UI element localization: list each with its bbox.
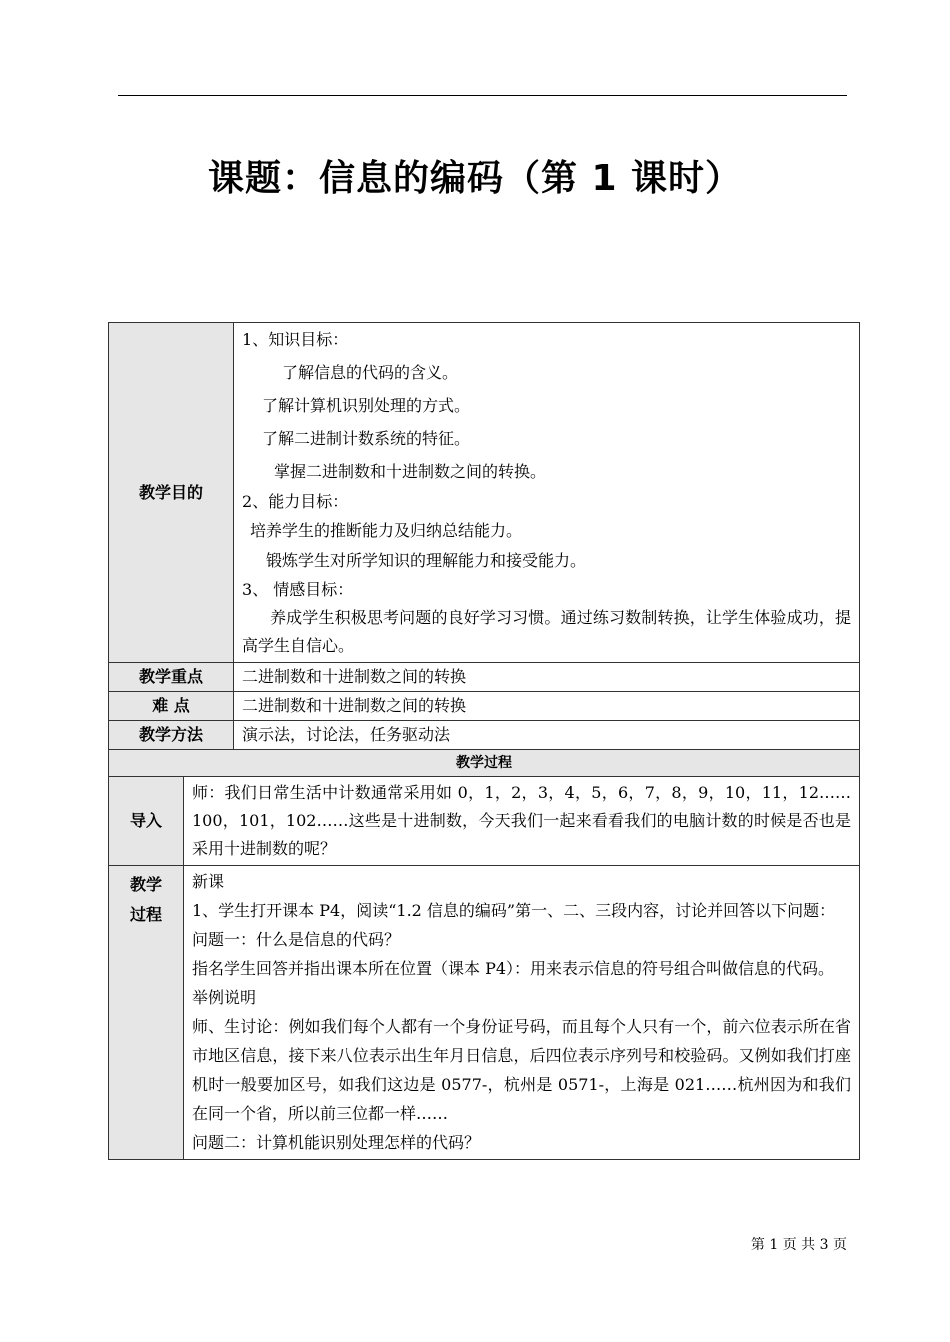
objective-line: 3、 情感目标： xyxy=(242,580,354,599)
objectives-content xyxy=(234,323,860,663)
objective-line: 培养学生的推断能力及归纳总结能力。 xyxy=(250,521,523,540)
process-paragraph: 问题二：计算机能识别处理怎样的代码？ xyxy=(192,1133,481,1152)
methods-label: 教学方法 xyxy=(109,721,234,750)
objective-line: 1、知识目标： xyxy=(242,330,349,349)
objective-line: 养成学生积极思考问题的良好学习习惯。通过练习数制转换，让学生体验成功，提高学生自信心。 xyxy=(242,608,852,655)
process-paragraph: 问题一：什么是信息的代码？ xyxy=(192,930,401,949)
objectives-label: 教学目的 xyxy=(109,323,234,663)
objective-line: 掌握二进制数和十进制数之间的转换。 xyxy=(274,462,547,481)
process-row xyxy=(109,866,860,1160)
page-title: 课题：信息的编码（第 1 课时） xyxy=(207,158,743,199)
objective-line: 2、能力目标： xyxy=(242,492,349,511)
objective-line: 了解信息的代码的含义。 xyxy=(282,363,459,382)
methods-value: 演示法，讨论法，任务驱动法 xyxy=(234,721,860,750)
process-paragraph: 举例说明 xyxy=(192,988,257,1007)
difficulty-row xyxy=(109,692,860,721)
intro-row xyxy=(109,777,860,866)
process-label-line: 过程 xyxy=(129,905,162,924)
process-paragraph: 1、学生打开课本 P4，阅读“1.2 信息的编码”第一、二、三段内容，讨论并回答以下问题： xyxy=(192,901,836,920)
key-points-label: 教学重点 xyxy=(109,663,234,692)
difficulty-label: 难 点 xyxy=(109,692,234,721)
key-points-value: 二进制数和十进制数之间的转换 xyxy=(234,663,860,692)
process-header-row xyxy=(109,750,860,777)
objective-line: 了解二进制计数系统的特征。 xyxy=(262,429,471,448)
objective-line: 了解计算机识别处理的方式。 xyxy=(262,396,471,415)
objectives-row xyxy=(109,323,860,663)
intro-label: 导入 xyxy=(109,777,184,866)
header-rule xyxy=(118,95,847,96)
lesson-table xyxy=(108,322,860,1160)
objective-line: 锻炼学生对所学知识的理解能力和接受能力。 xyxy=(266,551,587,570)
process-paragraph: 师、生讨论：例如我们每个人都有一个身份证号码，而且每个人只有一个，前六位表示所在省市地区信息，接下来八位表示出生年月日信息，后四位表示序列号和校验码。又例如我们打座机时一般要加区号，如我们这边是 0577-，杭州是 0571-，上海是 021……杭州因为和我们在同一个省，所以前三位都一样…… xyxy=(192,1017,852,1123)
process-paragraph: 指名学生回答并指出课本所在位置（课本 P4）：用来表示信息的符号组合叫做信息的代码。 xyxy=(192,959,835,978)
intro-text: 师：我们日常生活中计数通常采用如 0，1，2，3，4，5，6，7，8，9，10，11，12……100，101，102……这些是十进制数，今天我们一起来看看我们的电脑计数的时候是否也是采用十进制数的呢？ xyxy=(184,777,860,866)
process-label xyxy=(109,866,184,1160)
page-footer: 第 1 页 共 3 页 xyxy=(750,1237,847,1253)
process-label-line: 教学 xyxy=(129,875,162,894)
methods-row xyxy=(109,721,860,750)
difficulty-value: 二进制数和十进制数之间的转换 xyxy=(234,692,860,721)
process-paragraph: 新课 xyxy=(192,872,225,891)
process-content xyxy=(184,866,860,1160)
process-header: 教学过程 xyxy=(109,750,860,777)
key-points-row xyxy=(109,663,860,692)
